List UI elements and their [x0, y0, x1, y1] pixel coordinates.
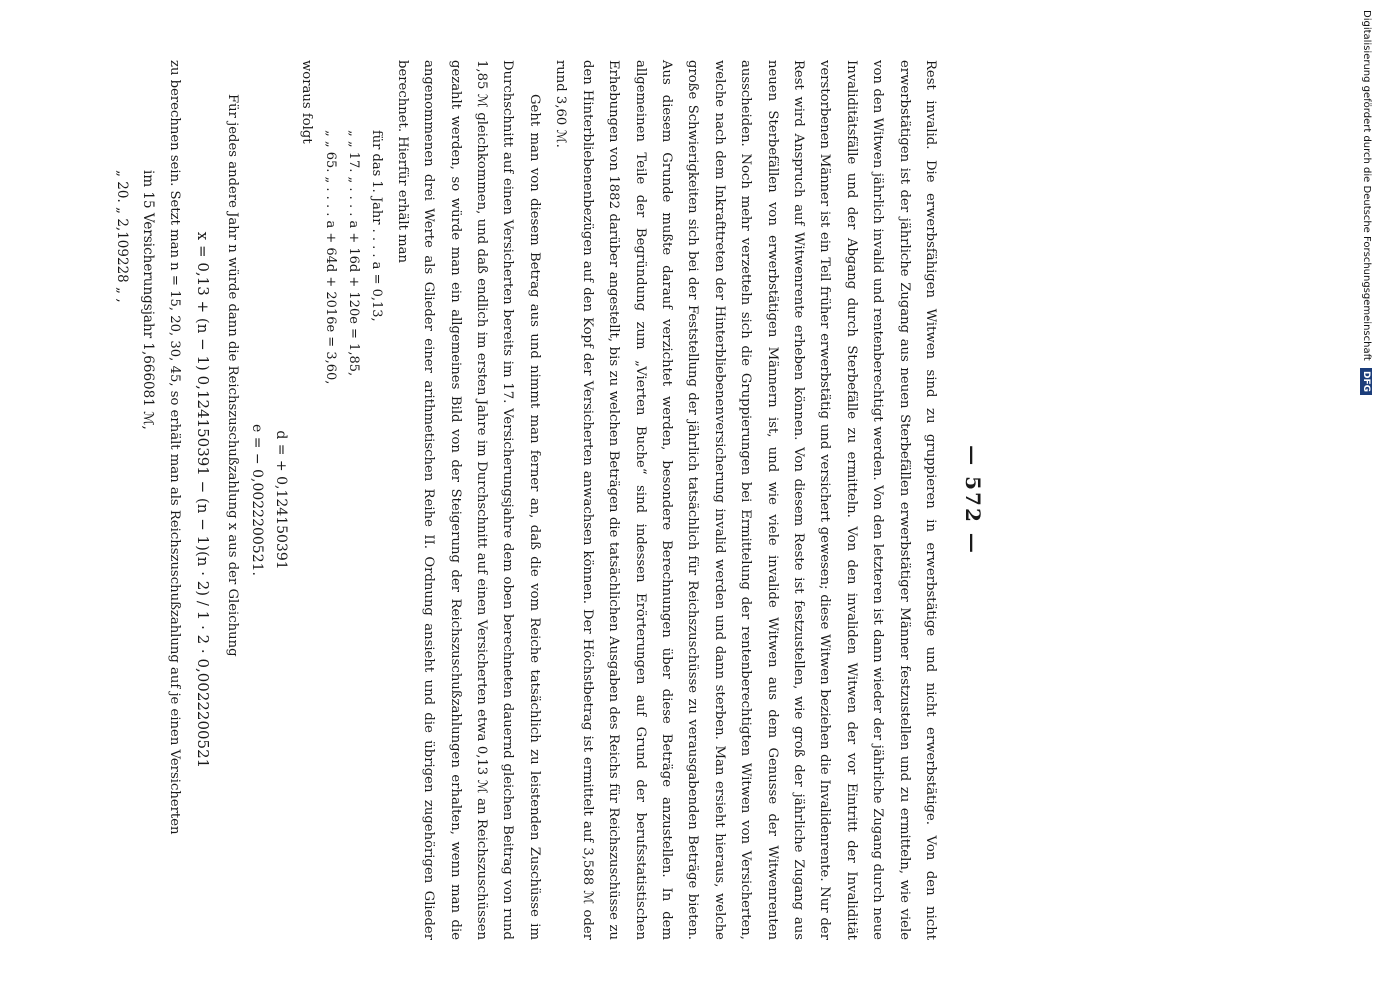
digitization-credit: Digitalisierung gefördert durch die Deutsche Forschungsgemeinschaft: [1361, 10, 1372, 361]
equation-e: e = − 0,0022200521.: [249, 424, 266, 576]
equation-d: d = + 0,124150391: [273, 430, 290, 570]
paragraph-4: zu berechnen sein. Setzt man n = 15, 20, 30, 45, so erhält man als Reichszuschußzahlung auf je einen Versicherten: [167, 60, 183, 835]
paragraph-3: Für jedes andere Jahr n würde dann die Reichszuschußzahlung x aus der Gleichung: [225, 94, 241, 657]
table-row: „ „ 17. „ . . . . a + 16d + 120e = 1,85,: [346, 130, 362, 377]
woraus-folgt: woraus folgt: [299, 60, 315, 144]
paragraph-2: Geht man von diesem Betrag aus und nimmt man ferner an, daß die vom Reiche tatsächlich zu leistenden Zuschüsse im Durchschnitt auf einen Versicherten bereits im 17. Versicherungsjahre dem oben berechneten dauernd gleichen Beitrag von rund 1,85 ℳ gleichkommen, und daß endlich im ersten Jahre im Durchschnitt auf einen Versicherten etwa 0,13 ℳ an Reichszuschüssen gezahlt werden, so würde man ein allgemeines Bild von der Steigerung der Reichszuschußzahlungen erhalten, wenn man die angenommenen drei Werte als Glieder einer arithmetischen Reihe II. Ordnung ansieht und die übrigen zugehörigen Glieder berechnet. Hierfür erhält man: [394, 60, 542, 940]
dfg-logo: DFG: [1360, 368, 1372, 395]
table-row: „ „ 65. „ . . . . a + 64d + 2016e = 3,60,: [323, 130, 339, 385]
paragraph-1: Rest invalid. Die erwerbsfähigen Witwen sind zu gruppieren in erwerbstätige und nicht erwerbstätige. Von den nicht erwerbstätigen ist der jährliche Zugang aus neuen Sterbefällen erwerbstätiger Männer festzustellen und zu ermitteln, wie viele von den Witwen jährlich invalid und rentenberechtigt werden. Von den letzteren ist dann wieder der jährliche Zugang durch neue Invaliditätsfälle und der Abgang durch Sterbefälle zu ermitteln. Von den invaliden Witwen der vor Eintritt der Invalidität verstorbenen Männer ist ein Teil früher erwerbstätig und versichert gewesen; diese Witwen beziehen die Invalidenrente. Nur der Rest wird Anspruch auf Witwenrente erheben können. Von diesem Reste ist festzustellen, wie groß der jährliche Zugang aus neuen Sterbefällen von erwerbstätigen Männern ist, und wie viele invalide Witwen aus dem Genusse der Witwenrenten ausscheiden. Noch mehr verzetteln sich die Gruppierungen bei Ermittelung der rentenberechtigten Witwen von Versicherten, welche nach dem Inkrafttreten der Hinterbliebenenversicherung invalid werden und dann sterben. Man ersieht hieraus, welche große Schwierigkeiten sich bei der Feststellung der jährlich tatsächlich für Reichszuschüsse zu verausgabenden Beträge bieten. Aus diesem Grunde mußte darauf verzichtet werden, besondere Berechnungen über diese Beträge anzustellen. In dem allgemeinen Teile der Begründung zum „Vierten Buche“ sind indessen Erörterungen auf Grund der berufsstatistischen Erhebungen von 1882 darüber angestellt, bis zu welchen Beträgen die tatsächlichen Ausgaben des Reichs für Reichszuschüsse zu den Hinterbliebenenbezügen auf den Kopf der Versicherten anwachsen können. Der Höchstbetrag ist ermittelt auf 3,588 ℳ oder rund 3,60 ℳ.: [553, 60, 938, 940]
scanned-page: [114, 60, 985, 940]
list-item: im 15 Versicherungsjahr 1,666081 ℳ,: [140, 170, 157, 430]
page-number: — 572 —: [961, 445, 985, 555]
equation-table: [319, 130, 388, 940]
main-equation: x = 0,13 + (n − 1) 0,124150391 − (n − 1)(n · 2) / 1 · 2 · 0,0022200521: [194, 231, 213, 769]
digitization-note: [1360, 10, 1372, 590]
list-item: „ 20. „ 2,109228 „ ,: [114, 170, 131, 303]
table-row: für das 1. Jahr . . . . a = 0,13,: [369, 130, 385, 322]
results-list: [109, 170, 161, 940]
page-body: [114, 60, 943, 940]
